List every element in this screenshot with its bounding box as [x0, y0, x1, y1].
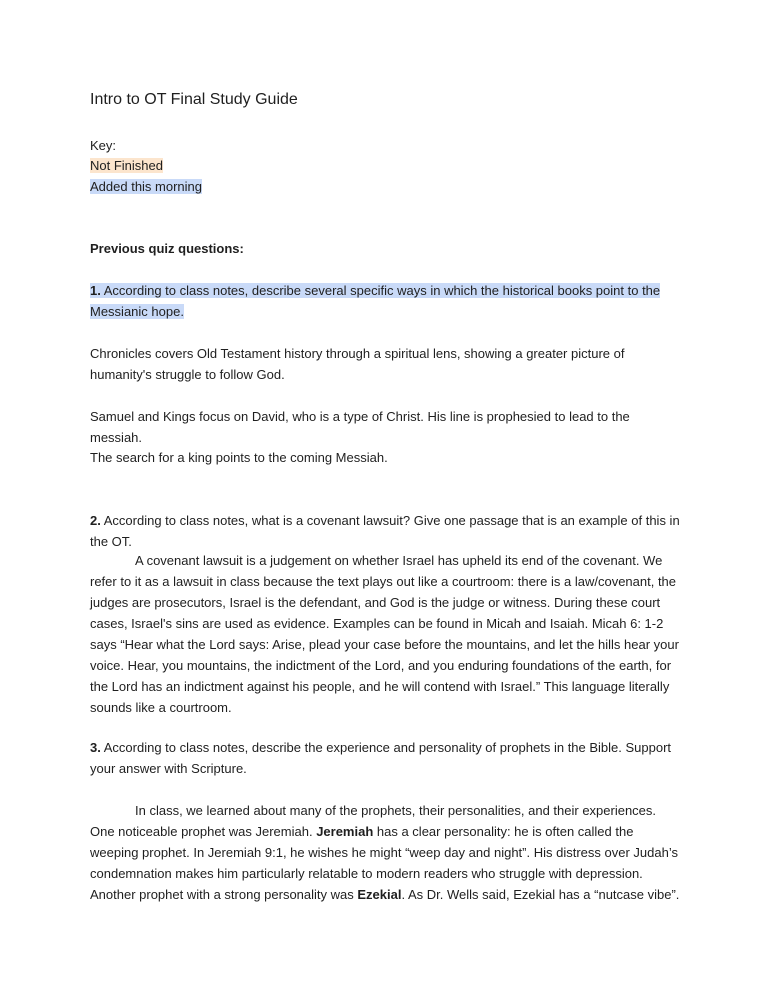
answer-1-paragraph-2: Samuel and Kings focus on David, who is a type of Christ. His line is prophesied to lead to the messiah. [90, 409, 630, 445]
question-3-text: According to class notes, describe the experience and personality of prophets in the Bible. Support your answer with Scripture. [90, 740, 672, 776]
answer-1-paragraph-1: Chronicles covers Old Testament history through a spiritual lens, showing a greater picture of humanity's struggle to follow God. [90, 346, 625, 382]
answer-3-ezekial: Ezekial [357, 887, 402, 902]
key-label: Key: [90, 138, 117, 153]
answer-3-part-1: In class, we learned about many of the prophets, their personalities, and their experiences. One noticeable prophet was Jeremiah. [90, 803, 657, 839]
answer-3-part-2: has a clear personality: he is often called the weeping prophet. In Jeremiah 9:1, he wishes he might “weep day and night”. His distress over Judah’s condemnation makes him particularly relatable to modern readers who struggle with depression. Another prophet with a strong personality was [90, 824, 678, 902]
key-not-finished-text: Not Finished [90, 158, 163, 173]
document-title: Intro to OT Final Study Guide [90, 91, 298, 108]
question-1-highlight [90, 283, 660, 319]
question-2-number: 2. [90, 513, 101, 528]
question-1-text: According to class notes, describe several specific ways in which the historical books point to the Messianic hope. [90, 283, 661, 319]
question-1-number: 1. [90, 283, 101, 298]
answer-2: A covenant lawsuit is a judgement on whether Israel has upheld its end of the covenant. We refer to it as a lawsuit in class because the text plays out like a courtroom: there is a law/covenant, the judges are prosecutors, Israel is the defendant, and God is the judge or witness. During these court cases, Israel's sins are used as evidence. Examples can be found in Micah and Isaiah. Micah 6: 1-2 says “Hear what the Lord says: Arise, plead your case before the mountains, and let the hills hear your voice. Hear, you mountains, the indictment of the Lord, and you enduring foundations of the earth, for the Lord has an indictment against his people, and he will contend with Israel.” This language literally sounds like a courtroom. [90, 553, 679, 715]
answer-3-part-3: . As Dr. Wells said, Ezekial has a “nutcase vibe”. [401, 887, 680, 902]
question-3 [90, 737, 680, 779]
previous-quiz-heading [90, 238, 680, 259]
question-3-number: 3. [90, 740, 101, 755]
key-not-finished [90, 155, 680, 176]
key-added-text: Added this morning [90, 179, 203, 194]
key-added [90, 176, 680, 197]
answer-3-jeremiah: Jeremiah [316, 824, 374, 839]
question-2 [90, 510, 680, 552]
question-1 [90, 280, 680, 322]
answer-1-paragraph-3: The search for a king points to the coming Messiah. [90, 450, 388, 465]
answer-3 [90, 800, 680, 905]
previous-quiz-heading-text: Previous quiz questions: [90, 241, 244, 256]
question-2-text: According to class notes, what is a covenant lawsuit? Give one passage that is an example of this in the OT. [90, 513, 680, 549]
